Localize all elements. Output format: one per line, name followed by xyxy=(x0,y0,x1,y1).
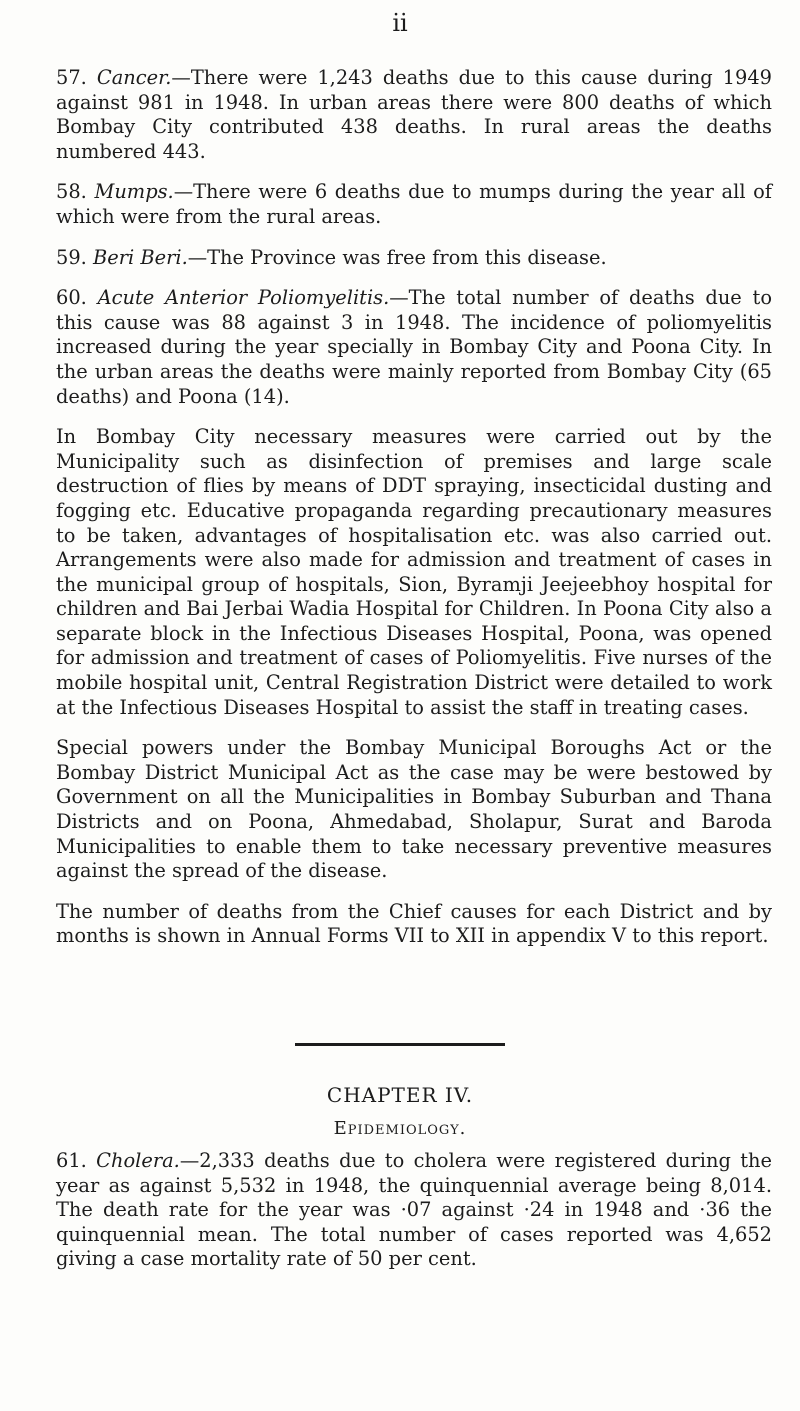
paragraph-number: 57. xyxy=(56,66,87,89)
chapter-heading: CHAPTER IV. xyxy=(326,1083,474,1107)
report-body xyxy=(56,66,772,949)
paragraph-title: Cancer. xyxy=(96,66,172,89)
page-number: ii xyxy=(392,9,408,37)
paragraph-poliomyelitis xyxy=(56,286,772,409)
paragraph-text: In Bombay City necessary measures were carried out by the Municipality such as disinfection of premises and large scale destruction of flies by means of DDT spraying, insecticidal dusting and fogging etc. Educative propaganda regarding precautionary measures to be taken, advantages of hospitalisation etc. was also carried out. Arrangements were also made for admission and treatment of cases in the municipal group of hospitals, Sion, Byramji Jeejeebhoy hospital for children and Bai Jerbai Wadia Hospital for Children. In Poona City also a separate block in the Infectious Diseases Hospital, Poona, was opened for admission and treatment of cases of Poliomyelitis. Five nurses of the mobile hospital unit, Central Registration District were detailed to work at the Infectious Diseases Hospital to assist the staff in treating cases. xyxy=(56,425,772,719)
chapter-subheading: Epidemiology. xyxy=(333,1118,467,1139)
paragraph-text: —There were 6 deaths due to mumps during the year all of which were from the rural areas. xyxy=(56,180,772,228)
paragraph-number: 59. xyxy=(56,245,87,269)
paragraph-bombay-measures xyxy=(56,425,772,720)
paragraph-text: —There were 1,243 deaths due to this cause during 1949 against 981 in 1948. In urban areas there were 800 deaths of which Bombay City contributed 438 deaths. In rural areas the deaths numbered 443. xyxy=(56,66,773,163)
paragraph-text: —The total number of deaths due to this cause was 88 against 3 in 1948. The incidence of poliomyelitis increased during the year specially in Bombay City and Poona City. In the urban areas the deaths were mainly reported from Bombay City (65 deaths) and Poona (14). xyxy=(56,286,773,408)
paragraph-cancer xyxy=(56,66,772,164)
paragraph-special-powers xyxy=(56,736,772,884)
paragraph-beri-beri xyxy=(56,246,772,271)
paragraph-title: Beri Beri. xyxy=(93,245,188,269)
paragraph-number: 61. xyxy=(56,1149,87,1172)
paragraph-mumps xyxy=(56,180,772,229)
paragraph-annual-forms xyxy=(56,900,772,949)
paragraph-text: —The Province was free from this disease. xyxy=(187,245,607,269)
paragraph-text: The number of deaths from the Chief causes for each District and by months is shown in Annual Forms VII to XII in appendix V to this report. xyxy=(56,899,772,948)
paragraph-cholera xyxy=(56,1149,772,1272)
paragraph-number: 58. xyxy=(56,180,87,204)
paragraph-text: —2,333 deaths due to cholera were registered during the year as against 5,532 in 1948, the quinquennial average being 8,014. The death rate for the year was ·07 against ·24 in 1948 and ·36 the quinquennial mean. The total number of cases reported was 4,652 giving a case mortality rate of 50 per cent. xyxy=(56,1149,772,1271)
chapter-body xyxy=(56,1149,772,1272)
paragraph-title: Mumps. xyxy=(94,180,174,204)
paragraph-text: Special powers under the Bombay Municipal Boroughs Act or the Bombay District Municipal Act as the case may be were bestowed by Government on all the Municipalities in Bombay Suburban and Thana Districts and on Poona, Ahmedabad, Sholapur, Surat and Baroda Municipalities to enable them to take necessary preventive measures against the spread of the disease. xyxy=(56,736,772,883)
paragraph-title: Acute Anterior Poliomyelitis. xyxy=(97,286,390,310)
section-divider xyxy=(295,1043,505,1046)
paragraph-title: Cholera. xyxy=(96,1149,180,1172)
paragraph-number: 60. xyxy=(56,286,87,310)
